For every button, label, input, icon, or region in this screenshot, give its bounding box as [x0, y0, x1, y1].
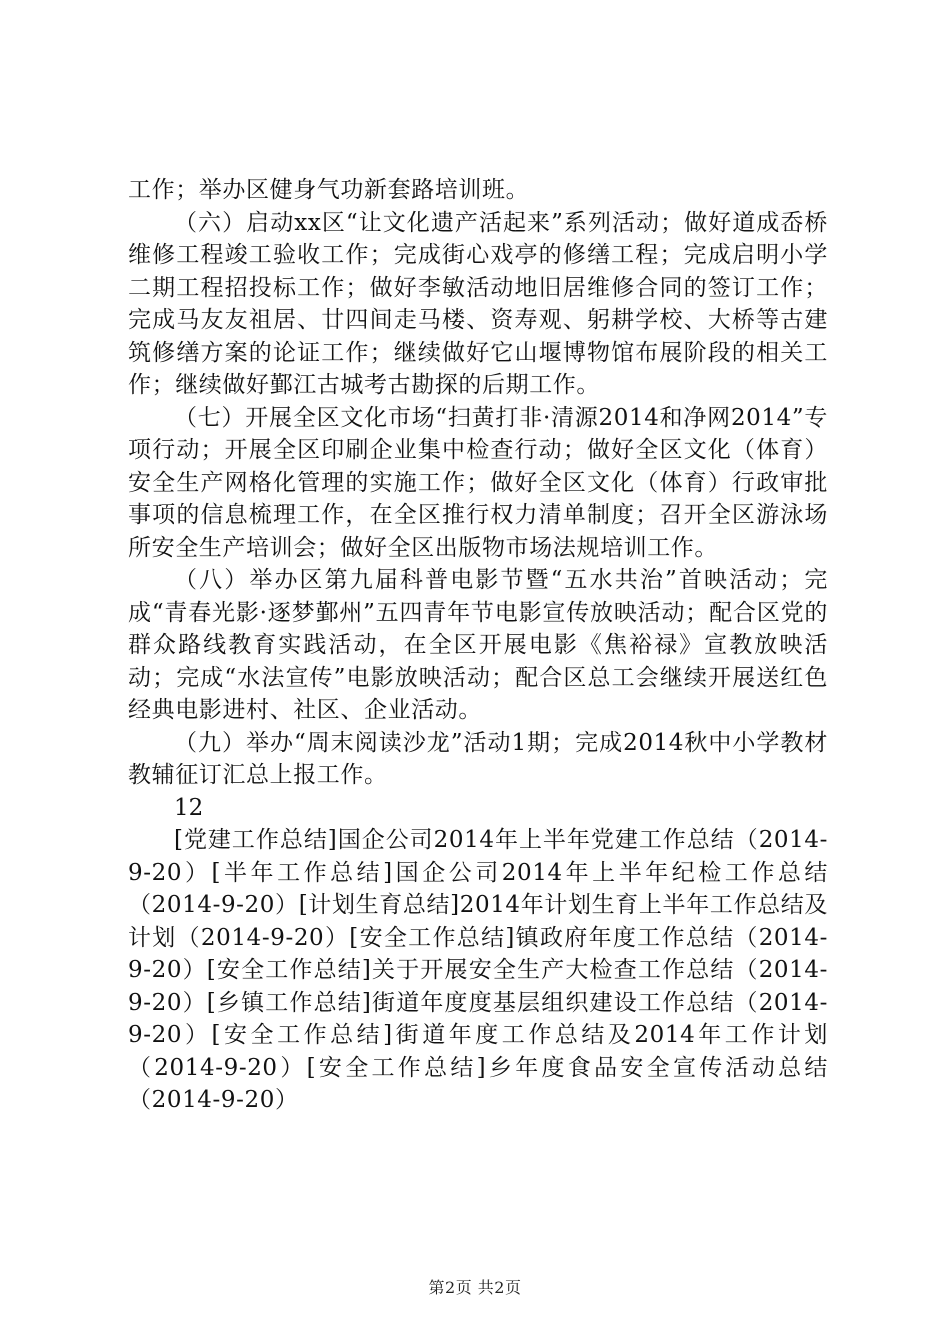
paragraph-continuation: 工作；举办区健身气功新套路培训班。 — [128, 177, 530, 203]
paragraph-item-8: （八）举办区第九届科普电影节暨“五水共治”首映活动；完成“青春光影·逐梦鄞州”五四青年节电影宣传放映活动；配合区党的群众路线教育实践活动，在全区开展电影《焦裕禄》宣教放映活动；完成“水法宣传”电影放映活动；配合区总工会继续开展送红色经典电影进村、社区、企业活动。 — [128, 567, 828, 723]
related-articles-paragraph: [党建工作总结]国企公司2014年上半年党建工作总结（2014-9-20）[半年工作总结]国企公司2014年上半年纪检工作总结（2014-9-20）[计划生育总结]2014年计划生育上半年工作总结及计划（2014-9-20）[安全工作总结]镇政府年度工作总结（2014-9-20）[安全工作总结]关于开展安全生产大检查工作总结（2014-9-20）[乡镇工作总结]街道年度度基层组织建设工作总结（2014-9-20）[安全工作总结]街道年度工作总结及2014年工作计划（2014-9-20）[安全工作总结]乡年度食品安全宣传活动总结（2014-9-20） — [128, 827, 828, 1113]
document-body — [128, 174, 828, 1117]
stray-number: 12 — [174, 794, 204, 821]
paragraph-item-9: （九）举办“周末阅读沙龙”活动1期；完成2014秋中小学教材教辅征订汇总上报工作。 — [128, 729, 828, 788]
page-number-label: 第2页 共2页 — [428, 1278, 522, 1297]
paragraph-item-6: （六）启动xx区“让文化遗产活起来”系列活动；做好道成岙桥维修工程竣工验收工作；完成街心戏亭的修缮工程；完成启明小学二期工程招投标工作；做好李敏活动地旧居维修合同的签订工作；完成马友友祖居、廿四间走马楼、资寿观、躬耕学校、大桥等古建筑修缮方案的论证工作；继续做好它山堰博物馆布展阶段的相关工作；继续做好鄞江古城考古勘探的后期工作。 — [128, 209, 828, 398]
paragraph-item-7: （七）开展全区文化市场“扫黄打非·清源2014和净网2014”专项行动；开展全区印刷企业集中检查行动；做好全区文化（体育）安全生产网格化管理的实施工作；做好全区文化（体育）行政审批事项的信息梳理工作，在全区推行权力清单制度；召开全区游泳场所安全生产培训会；做好全区出版物市场法规培训工作。 — [128, 404, 828, 561]
page-footer — [0, 1275, 950, 1298]
